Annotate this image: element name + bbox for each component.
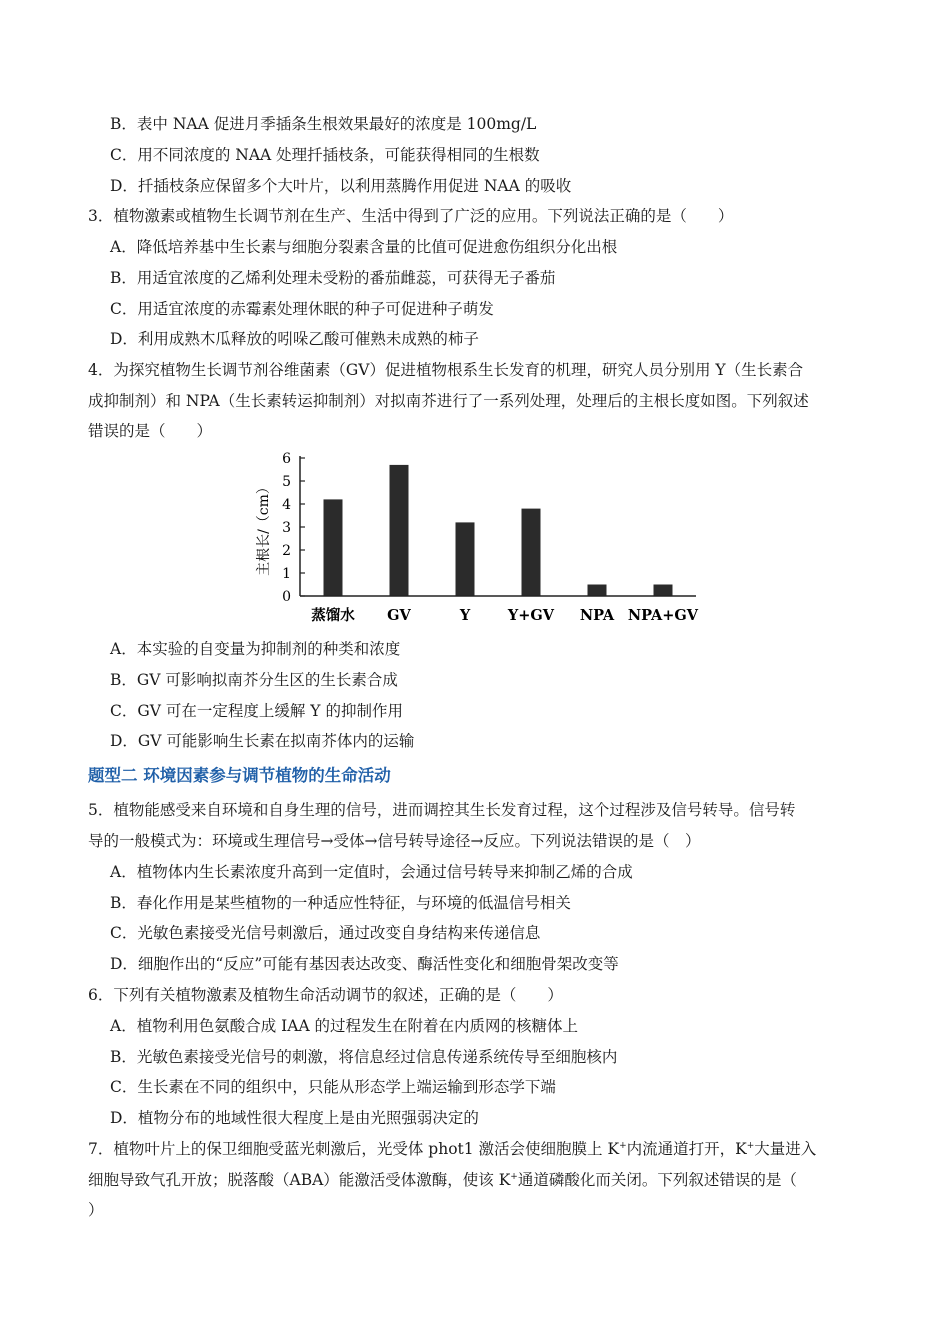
q7-text-part: 7．植物叶片上的保卫细胞受蓝光刺激后，光受体 phot1 激活会使细胞膜上 K xyxy=(88,1140,620,1158)
chart-y-tick-label: 5 xyxy=(282,474,291,490)
chart-bars xyxy=(324,465,673,596)
q7-superscript: + xyxy=(746,1141,755,1151)
section-heading: 题型二 环境因素参与调节植物的生命活动 xyxy=(88,766,391,785)
q7-stem-line-2 xyxy=(88,1169,797,1191)
chart-x-tick-label: NPA xyxy=(579,607,615,624)
q5-option-c: C．光敏色素接受光信号刺激后，通过改变自身结构来传递信息 xyxy=(110,924,541,942)
q6-option-c: C．生长素在不同的组织中，只能从形态学上端运输到形态学下端 xyxy=(110,1078,556,1096)
q4-stem-line-3: 错误的是（ ） xyxy=(88,422,213,440)
q7-stem-line-3: ） xyxy=(88,1201,104,1219)
q4-option-a: A．本实验的自变量为抑制剂的种类和浓度 xyxy=(110,640,401,658)
chart-y-tick-label: 6 xyxy=(282,451,291,467)
chart-x-tick-label: NPA+GV xyxy=(627,607,699,624)
q7-superscript: + xyxy=(619,1141,627,1151)
q3-option-a: A．降低培养基中生长素与细胞分裂素含量的比值可促进愈伤组织分化出根 xyxy=(110,238,618,256)
q6-stem: 6．下列有关植物激素及植物生命活动调节的叙述，正确的是（ ） xyxy=(88,986,563,1004)
chart-x-tick-label: 蒸馏水 xyxy=(311,607,355,624)
root-length-bar-chart xyxy=(248,448,708,634)
chart-bar xyxy=(390,465,409,596)
chart-y-tick-label: 2 xyxy=(282,543,291,559)
q5-stem-line-1: 5．植物能感受来自环境和自身生理的信号，进而调控其生长发育过程，这个过程涉及信号转导。信号转 xyxy=(88,801,796,819)
q3-stem: 3．植物激素或植物生长调节剂在生产、生活中得到了广泛的应用。下列说法正确的是（ ） xyxy=(88,207,734,225)
chart-x-labels xyxy=(311,606,699,624)
q2-option-d: D．扦插枝条应保留多个大叶片，以利用蒸腾作用促进 NAA 的吸收 xyxy=(110,177,572,195)
chart-y-tick-label: 4 xyxy=(282,497,291,513)
q7-superscript: + xyxy=(510,1172,518,1182)
chart-y-tick-label: 1 xyxy=(282,566,291,582)
q5-stem-line-2: 导的一般模式为：环境或生理信号→受体→信号转导途径→反应。下列说法错误的是（ ） xyxy=(88,832,701,850)
q5-option-a: A．植物体内生长素浓度升高到一定值时，会通过信号转导来抑制乙烯的合成 xyxy=(110,863,633,881)
q5-option-b: B．春化作用是某些植物的一种适应性特征，与环境的低温信号相关 xyxy=(110,894,571,912)
chart-bar xyxy=(588,585,607,597)
chart-y-axis-label: 主根长/（cm） xyxy=(256,480,272,576)
chart-x-tick-label: GV xyxy=(387,607,411,624)
chart-bar xyxy=(654,585,673,597)
q2-option-b: B．表中 NAA 促进月季插条生根效果最好的浓度是 100mg/L xyxy=(110,115,537,133)
q7-stem-line-1 xyxy=(88,1138,816,1160)
q7-text-part: 通道磷酸化而关闭。下列叙述错误的是（ xyxy=(517,1171,797,1189)
q6-option-a: A．植物利用色氨酸合成 IAA 的过程发生在附着在内质网的核糖体上 xyxy=(110,1017,579,1035)
q6-option-b: B．光敏色素接受光信号的刺激，将信息经过信息传递系统传导至细胞核内 xyxy=(110,1048,618,1066)
q3-option-c: C．用适宜浓度的赤霉素处理休眠的种子可促进种子萌发 xyxy=(110,300,494,318)
chart-bar xyxy=(522,509,541,596)
q3-option-d: D．利用成熟木瓜释放的吲哚乙酸可催熟未成熟的柿子 xyxy=(110,330,479,348)
q4-stem-line-2: 成抑制剂）和 NPA（生长素转运抑制剂）对拟南芥进行了一系列处理，处理后的主根长度如图。下列叙述 xyxy=(88,392,809,410)
q3-option-b: B．用适宜浓度的乙烯利处理未受粉的番茄雌蕊，可获得无子番茄 xyxy=(110,269,556,287)
chart-x-tick-label: Y+GV xyxy=(507,607,555,624)
q7-text-part: 细胞导致气孔开放；脱落酸（ABA）能激活受体激酶，使该 K xyxy=(88,1171,511,1189)
q4-option-c: C．GV 可在一定程度上缓解 Y 的抑制作用 xyxy=(110,702,403,720)
chart-bar xyxy=(456,522,475,596)
chart-y-ticks xyxy=(282,451,305,605)
chart-y-tick-label: 3 xyxy=(282,520,291,536)
q7-text-part: 内流通道打开，K xyxy=(626,1140,747,1158)
q7-text-part: 大量进入 xyxy=(754,1140,817,1158)
q5-option-d: D．细胞作出的“反应”可能有基因表达改变、酶活性变化和细胞骨架改变等 xyxy=(110,955,619,973)
chart-x-tick-label: Y xyxy=(459,607,471,624)
chart-bar xyxy=(324,499,343,596)
q6-option-d: D．植物分布的地域性很大程度上是由光照强弱决定的 xyxy=(110,1109,479,1127)
q4-option-b: B．GV 可影响拟南芥分生区的生长素合成 xyxy=(110,671,398,689)
q4-option-d: D．GV 可能影响生长素在拟南芥体内的运输 xyxy=(110,732,415,750)
q2-option-c: C．用不同浓度的 NAA 处理扦插枝条，可能获得相同的生根数 xyxy=(110,146,540,164)
q4-stem-line-1: 4．为探究植物生长调节剂谷维菌素（GV）促进植物根系生长发育的机理，研究人员分别用 Y（生长素合 xyxy=(88,361,804,379)
chart-y-tick-label: 0 xyxy=(282,589,291,605)
